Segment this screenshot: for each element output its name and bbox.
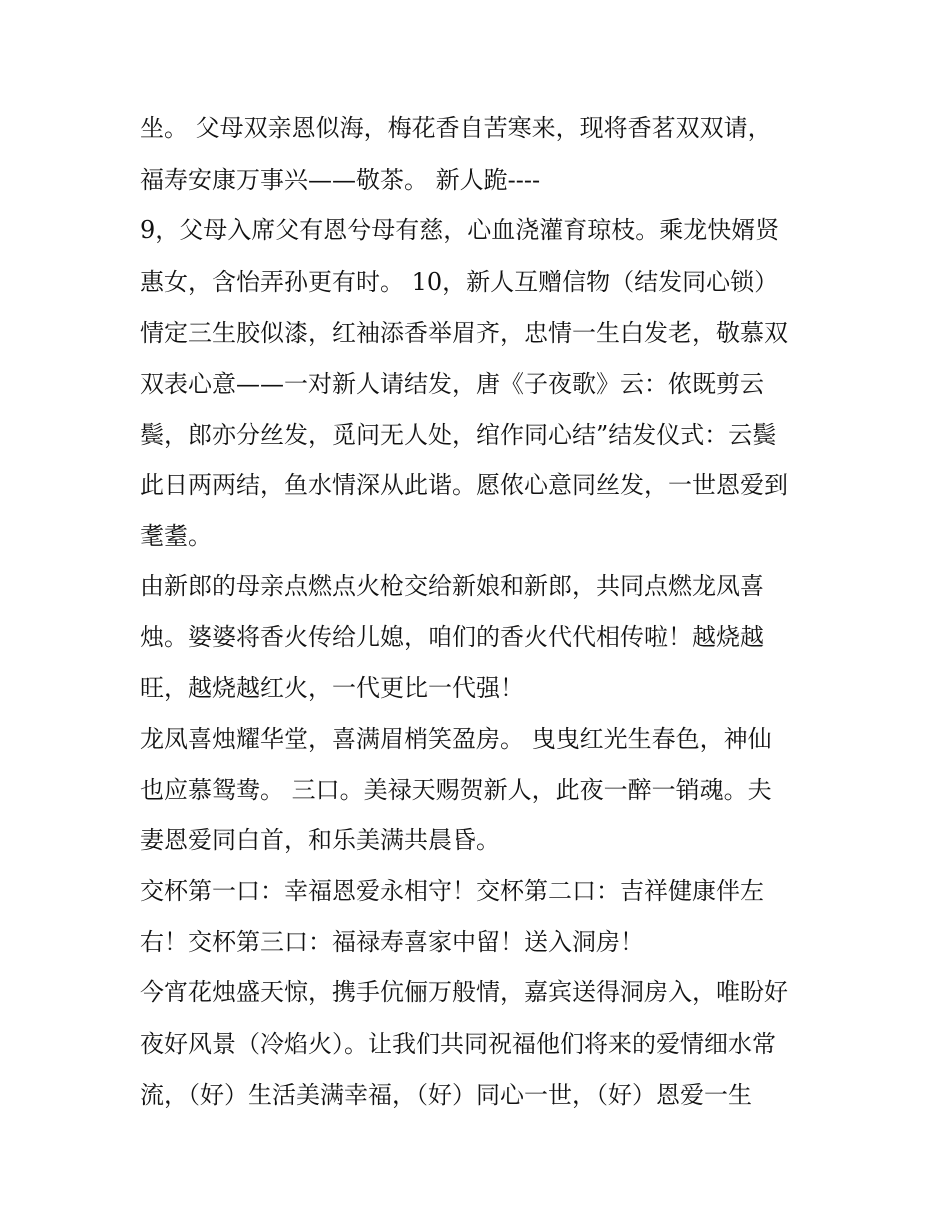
text-line: 坐。 父母双亲恩似海，梅花香自苦寒来，现将香茗双双请， xyxy=(140,114,772,142)
text-line: 惠女，含怡弄孙更有时。 10，新人互赠信物（结发同心锁） xyxy=(140,268,779,296)
text-line: 烛。婆婆将香火传给儿媳，咱们的香火代代相传啦！越烧越 xyxy=(140,623,764,651)
text-line: 右！交杯第三口：福禄寿喜家中留！送入洞房！ xyxy=(140,928,644,956)
text-line: 流，（好）生活美满幸福，（好）同心一世，（好）恩爱一生 xyxy=(140,1081,752,1109)
text-line: 9，父母入席父有恩兮母有慈，心血浇灌育琼枝。乘龙快婿贤 xyxy=(140,216,780,244)
text-line: 交杯第一口：幸福恩爱永相守！交杯第二口：吉祥健康伴左 xyxy=(140,877,764,905)
text-line: 今宵花烛盛天惊，携手伉俪万般情，嘉宾送得洞房入，唯盼好 xyxy=(140,978,788,1006)
text-line: 情定三生胶似漆，红袖添香举眉齐，忠情一生白发老，敬慕双 xyxy=(140,319,788,347)
text-line: 也应慕鸳鸯。 三口。美禄天赐贺新人，此夜一醉一销魂。夫 xyxy=(140,776,772,804)
text-line: 旺，越烧越红火，一代更比一代强！ xyxy=(140,674,524,702)
text-line: 鬓，郎亦分丝发，觅问无人处，绾作同心结”结发仪式：云鬓 xyxy=(140,421,777,449)
text-line: 妻恩爱同白首，和乐美满共晨昏。 xyxy=(140,826,500,854)
text-line: 此日两两结，鱼水情深从此谐。愿侬心意同丝发，一世恩爱到 xyxy=(140,471,788,499)
text-line: 由新郎的母亲点燃点火枪交给新娘和新郎，共同点燃龙凤喜 xyxy=(140,572,764,600)
text-line: 耄耋。 xyxy=(140,522,212,550)
text-line: 双表心意——一对新人请结发，唐《子夜歌》云：侬既剪云 xyxy=(140,370,764,398)
text-line: 福寿安康万事兴——敬茶。 新人跪---- xyxy=(140,166,541,194)
text-line: 夜好风景（冷焰火）。让我们共同祝福他们将来的爱情细水常 xyxy=(140,1030,776,1058)
text-line: 龙凤喜烛耀华堂，喜满眉梢笑盈房。 曳曳红光生春色，神仙 xyxy=(140,725,772,753)
